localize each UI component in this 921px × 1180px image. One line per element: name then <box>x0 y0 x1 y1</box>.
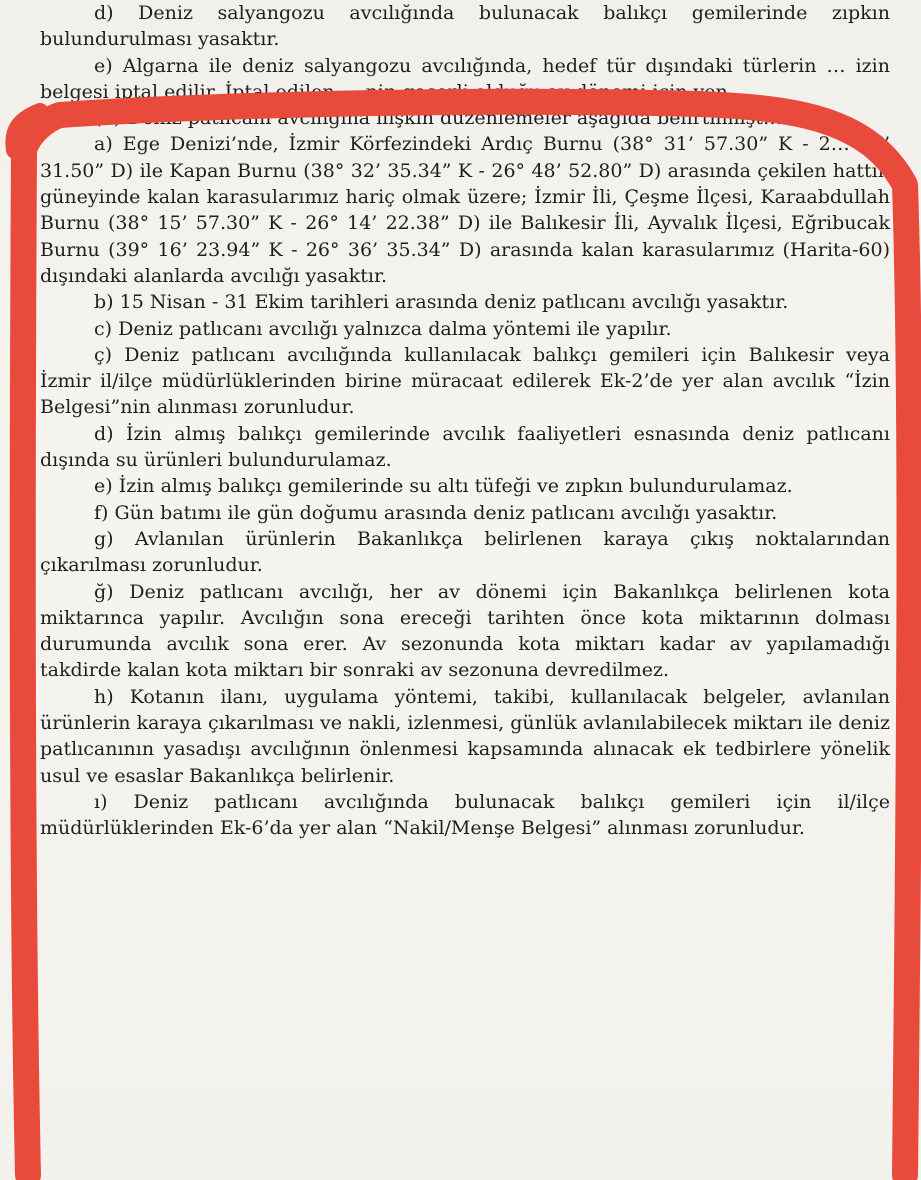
paragraph-dotless-i: ı) Deniz patlıcanı avcılığında bulunacak balıkçı gemileri için il/ilçe müdürlüklerinden Ek-6’da yer alan “Nakil/Menşe Belgesi” alınması zorunludur. <box>40 790 890 840</box>
paragraph-salyangoz-d: d) Deniz salyangozu avcılığında bulunacak balıkçı gemilerinde zıpkın bulundurulması yasaktır. <box>40 2 890 51</box>
paragraph-d: d) İzin almış balıkçı gemilerinde avcılık faaliyetleri esnasında deniz patlıcanı dışında su ürünleri bulundurulamaz. <box>40 422 890 472</box>
document-body <box>40 0 890 842</box>
paragraph-e: e) İzin almış balıkçı gemilerinde su altı tüfeği ve zıpkın bulundurulamaz. <box>94 475 793 498</box>
paragraph-g-breve: ğ) Deniz patlıcanı avcılığı, her av dönemi için Bakanlıkça belirlenen kota miktarınca yapılır. Avcılığın sona ereceği tarihten önce kota miktarının dolması durumunda avcılık sona erer. Av sezonunda kota miktarı kadar av yapılamadığı takdirde kalan kota miktarı bir sonraki av sezonuna devredilmez. <box>40 580 890 682</box>
paragraph-section-2: (2) Deniz patlıcanı avcılığına ilişkin düzenlemeler aşağıda belirtilmişt… <box>94 107 783 130</box>
paragraph-b: b) 15 Nisan - 31 Ekim tarihleri arasında deniz patlıcanı avcılığı yasaktır. <box>94 291 789 314</box>
paragraph-c-cedilla: ç) Deniz patlıcanı avcılığında kullanılacak balıkçı gemileri için Balıkesir veya İzmir il/ilçe müdürlüklerinden birine müracaat edilerek Ek-2’de yer alan avcılık “İzin Belgesi”nin alınması zorunludur. <box>40 343 890 419</box>
paragraph-salyangoz-e: e) Algarna ile deniz salyangozu avcılığında, hedef tür dışındaki türlerin … izin belgesi iptal edilir. İptal edilen … nin geçerli olduğu av dönemi için yen… <box>40 54 890 103</box>
paragraph-h: h) Kotanın ilanı, uygulama yöntemi, takibi, kullanılacak belgeler, avlanılan ürünlerin karaya çıkarılması ve nakli, izlenmesi, günlük avlanılabilecek miktarı ile deniz patlıcanının yasadışı avcılığının önlenmesi kapsamında alınacak ek tedbirlere yönelik usul ve esaslar Bakanlıkça belirlenir. <box>40 685 890 787</box>
paragraph-f: f) Gün batımı ile gün doğumu arasında deniz patlıcanı avcılığı yasaktır. <box>94 501 778 524</box>
paragraph-c: c) Deniz patlıcanı avcılığı yalnızca dalma yöntemi ile yapılır. <box>94 317 672 340</box>
paragraph-g: g) Avlanılan ürünlerin Bakanlıkça belirlenen karaya çıkış noktalarından çıkarılması zorunludur. <box>40 527 890 577</box>
paragraph-a: a) Ege Denizi’nde, İzmir Körfezindeki Ardıç Burnu (38° 31’ 57.30” K - 2… 37’ 31.50” D) ile Kapan Burnu (38° 32’ 35.34” K - 26° 48’ 52.80” D) arasında çekilen hattın güneyinde kalan karasularımız hariç olmak üzere; İzmir İli, Çeşme İlçesi, Karaabdullah Burnu (38° 15’ 57.30” K - 26° 14’ 22.38” D) ile Balıkesir İli, Ayvalık İlçesi, Eğribucak Burnu (39° 16’ 23.94” K - 26° 36’ 35.34” D) arasında kalan karasularımız (Harita-60) dışındaki alanlarda avcılığı yasaktır. <box>40 133 890 287</box>
